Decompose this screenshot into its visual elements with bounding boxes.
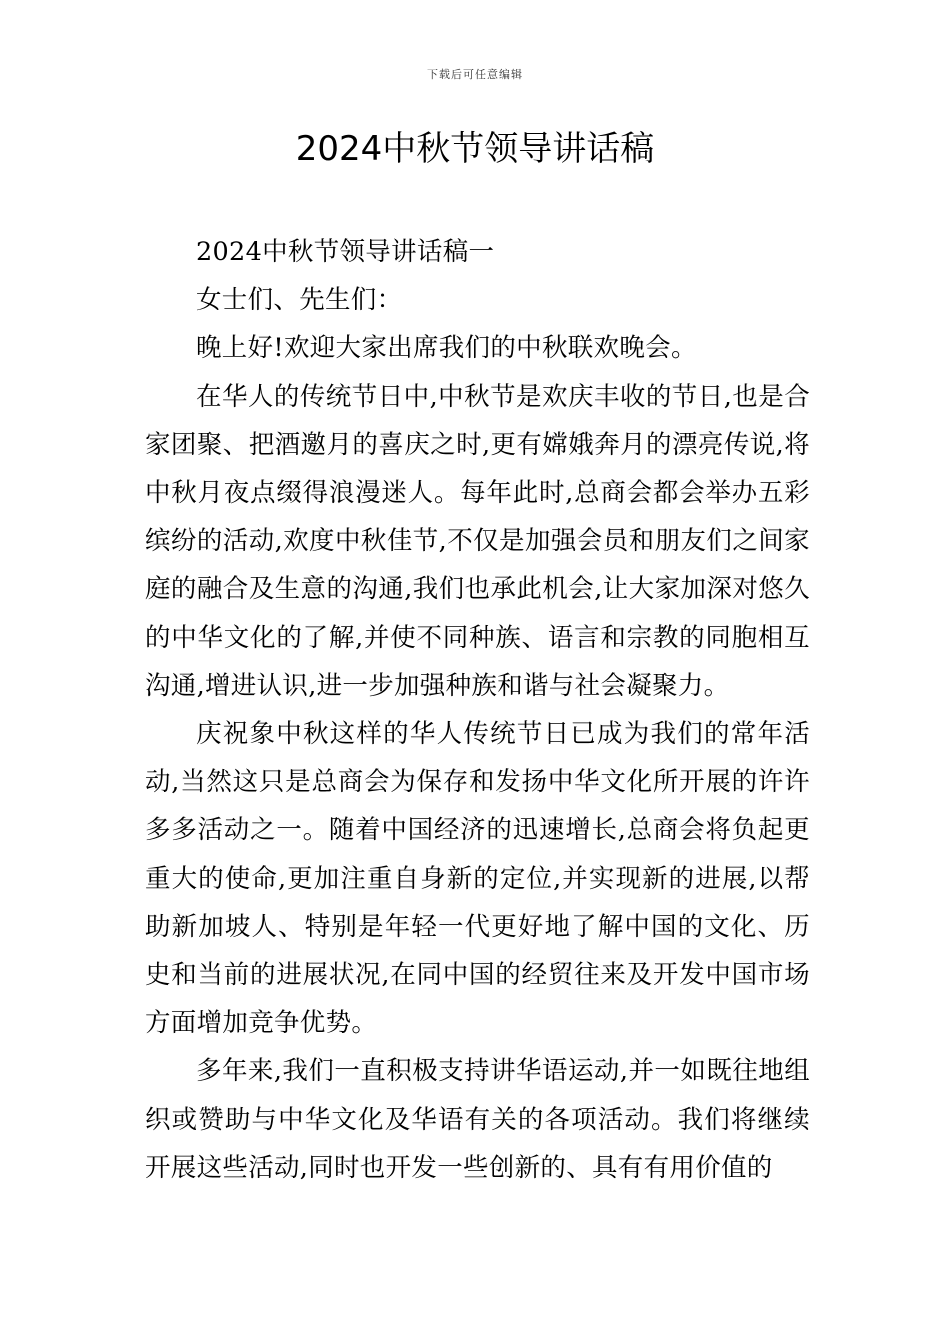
body-paragraph: 在华人的传统节日中,中秋节是欢庆丰收的节日,也是合家团聚、把酒邀月的喜庆之时,更有嫦娥奔月的漂亮传说,将中秋月夜点缀得浪漫迷人。每年此时,总商会都会举办五彩缤纷的活动,欢度中秋佳节,不仅是加强会员和朋友们之间家庭的融合及生意的沟通,我们也承此机会,让大家加深对悠久的中华文化的了解,并使不同种族、语言和宗教的同胞相互沟通,增进认识,进一步加强种族和谐与社会凝聚力。 — [145, 381, 810, 701]
document-title: 2024中秋节领导讲话稿 — [295, 129, 655, 169]
body-paragraph: 多年来,我们一直积极支持讲华语运动,并一如既往地组织或赞助与中华文化及华语有关的各项活动。我们将继续开展这些活动,同时也开发一些创新的、具有有用价值的 — [145, 1056, 810, 1183]
greeting-paragraph: 晚上好!欢迎大家出席我们的中秋联欢晚会。 — [196, 333, 697, 364]
header-note: 下载后可任意编辑 — [427, 68, 523, 81]
document-body — [145, 228, 810, 1192]
salutation-paragraph: 女士们、先生们： — [196, 285, 403, 316]
subtitle-paragraph: 2024中秋节领导讲话稿一 — [196, 237, 495, 267]
body-paragraph: 庆祝象中秋这样的华人传统节日已成为我们的常年活动,当然这只是总商会为保存和发扬中华文化所开展的许许多多活动之一。随着中国经济的迅速增长,总商会将负起更重大的使命,更加注重自身新的定位,并实现新的进展,以帮助新加坡人、特别是年轻一代更好地了解中国的文化、历史和当前的进展状况,在同中国的经贸往来及开发中国市场方面增加竞争优势。 — [145, 719, 810, 1039]
